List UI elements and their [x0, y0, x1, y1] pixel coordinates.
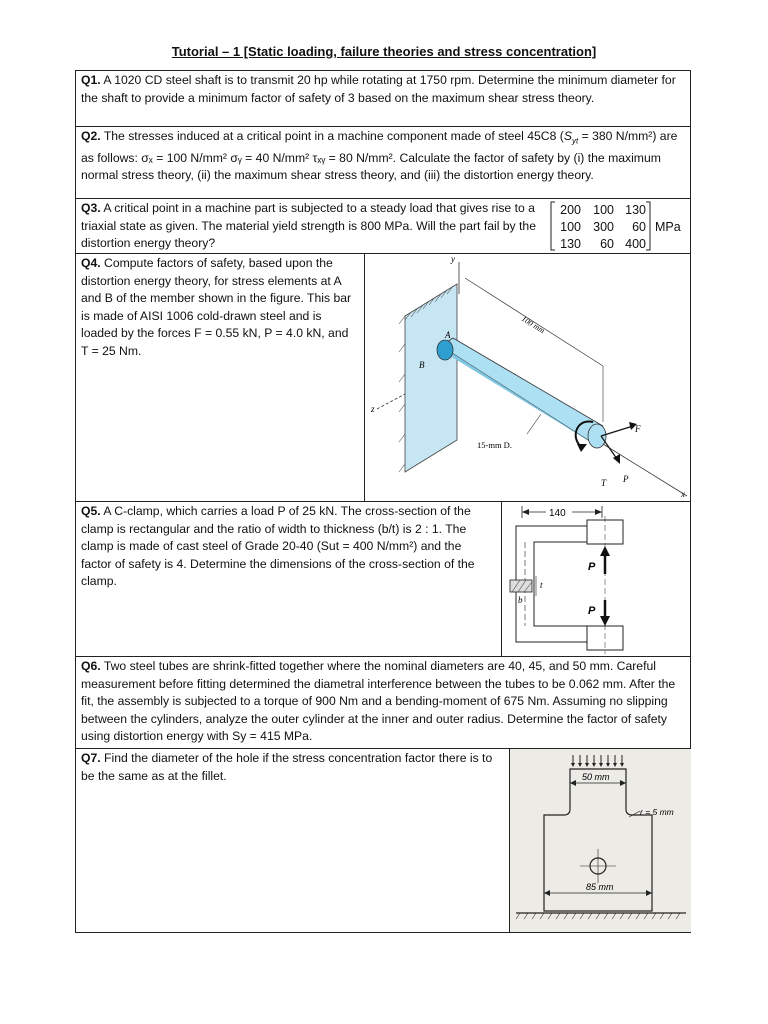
- q6-body: Two steel tubes are shrink-fitted together where the nominal diameters are 40, 45, and 50 mm. Careful measurement before fitting determined the diametral interference between the tubes to be 0.062 mm. After the fit, the assembly is subjected to a torque of 900 Nm and a bending-moment of 675 Nm. Assuming no slipping between the cylinders, analyze the outer cylinder at the inner and outer radius. Determine the factor of safety using distortion energy with Sy = 415 MPa.: [81, 659, 676, 743]
- question-row-q2: [75, 126, 691, 198]
- q3-stress-matrix: [546, 199, 691, 254]
- q3-matrix-cell: [546, 199, 690, 253]
- q5-figure-cell: [501, 502, 690, 656]
- thickness-label: t: [540, 580, 543, 590]
- force-f-label: F: [635, 424, 641, 434]
- q1-body: A 1020 CD steel shaft is to transmit 20 hp while rotating at 1750 rpm. Determine the minimum diameter for the shaft to provide a minimum factor of safety of 3 based on the maximum shear stress theory.: [81, 73, 676, 105]
- question-row-q3: [75, 198, 691, 253]
- force-f-arrow: [601, 426, 633, 436]
- q1-text: [76, 71, 690, 108]
- m13: 130: [625, 203, 646, 217]
- m22: 300: [593, 220, 614, 234]
- question-row-q7: [75, 748, 691, 933]
- point-b-label: B: [419, 360, 425, 370]
- x-axis-label: x: [681, 489, 685, 499]
- q6-number: Q6.: [81, 659, 101, 673]
- width-dimension-label: 140: [549, 508, 566, 519]
- upper-load-label: P: [588, 561, 596, 573]
- wall-plate: [405, 284, 457, 472]
- q7-text: [76, 749, 508, 786]
- q5-text: [76, 502, 500, 592]
- bar-shade: [441, 346, 597, 446]
- fillet-radius-label: r = 5 mm: [640, 807, 674, 817]
- q2-number: Q2.: [81, 129, 101, 143]
- bar-root-section: [437, 340, 453, 360]
- q7-figure-cell: [509, 749, 690, 932]
- q4-body: Compute factors of safety, based upon the distortion energy theory, for stress elements at A and B of the member shown in the figure. This bar is made of AISI 1006 cold-drawn steel and is loaded by the forces F = 0.55 kN, P = 4.0 kN, and T = 25 Nm.: [81, 256, 352, 358]
- q3-text: [76, 199, 544, 254]
- q2-syt: S: [563, 129, 572, 143]
- m31: 130: [560, 237, 581, 251]
- m21: 100: [560, 220, 581, 234]
- q4-left-cell: [76, 254, 363, 501]
- q6-text: [76, 657, 690, 747]
- q5-left-cell: [76, 502, 500, 656]
- torque-arrowhead: [577, 444, 587, 452]
- length-label: 100 mm: [519, 314, 547, 336]
- q2-syt-sub: yt: [571, 136, 579, 146]
- force-p-label: P: [623, 474, 629, 484]
- y-axis-label: y: [451, 254, 455, 264]
- q3-left-cell: [76, 199, 544, 253]
- diameter-label: 15-mm D.: [477, 440, 512, 450]
- force-p-arrow: [601, 436, 617, 459]
- q5-number: Q5.: [81, 504, 101, 518]
- upper-jaw: [587, 520, 623, 544]
- question-row-q1: [75, 70, 691, 126]
- q2-text: [76, 127, 690, 186]
- q3-number: Q3.: [81, 201, 101, 215]
- m32: 60: [600, 237, 614, 251]
- q5-clamp-figure: [502, 502, 692, 655]
- width-label: b: [518, 595, 523, 605]
- lower-load-label: P: [588, 605, 596, 617]
- question-row-q5: [75, 501, 691, 656]
- q7-body: Find the diameter of the hole if the stress concentration factor there is to be the same as at the fillet.: [81, 751, 493, 783]
- q7-left-cell: [76, 749, 508, 932]
- q2-body-b: = 380 N/mm²) are as follows: σₓ = 100 N/mm² σᵧ = 40 N/mm² τₓᵧ = 80 N/mm². Calculate the factor of safety by (i) the maximum normal stress theory, (ii) the maximum shear stress theory, and (iii) the distortion energy theory.: [81, 129, 678, 183]
- z-axis-label: z: [371, 404, 375, 414]
- q1-number: Q1.: [81, 73, 101, 87]
- m12: 100: [593, 203, 614, 217]
- q5-body: A C-clamp, which carries a load P of 25 kN. The cross-section of the clamp is rectangular and the ratio of width to thickness (b/t) is 2 : 1. The clamp is made of cast steel of Grade 20-40 (Sut = 400 N/mm²) and the factor of safety is 4. Determine the dimensions of the cross-section of the clamp.: [81, 504, 475, 588]
- point-a-label: A: [445, 330, 451, 340]
- diameter-leader: [527, 414, 541, 434]
- matrix-unit: MPa: [655, 220, 681, 234]
- q4-text: [76, 254, 363, 361]
- q4-figure-cell: [364, 254, 690, 501]
- m23: 60: [632, 220, 646, 234]
- q4-figure: [365, 254, 692, 500]
- page-title: Tutorial – 1 [Static loading, failure theories and stress concentration]: [171, 44, 597, 59]
- q2-body-a: The stresses induced at a critical point in a machine component made of steel 45C8 (: [103, 129, 564, 143]
- q3-body: A critical point in a machine part is subjected to a steady load that gives rise to a triaxial state as given. The material yield strength is 800 MPa. Will the part fail by the distortion energy theory?: [81, 201, 536, 250]
- x-axis: [603, 444, 687, 496]
- z-axis: [377, 394, 405, 409]
- top-width-label: 50 mm: [582, 772, 610, 782]
- m11: 200: [560, 203, 581, 217]
- bottom-width-label: 85 mm: [586, 882, 614, 892]
- m33: 400: [625, 237, 646, 251]
- question-row-q4: [75, 253, 691, 501]
- torque-label: T: [601, 478, 607, 488]
- question-row-q6: [75, 656, 691, 748]
- q4-number: Q4.: [81, 256, 101, 270]
- q7-plate-figure: [510, 749, 691, 932]
- q7-number: Q7.: [81, 751, 101, 765]
